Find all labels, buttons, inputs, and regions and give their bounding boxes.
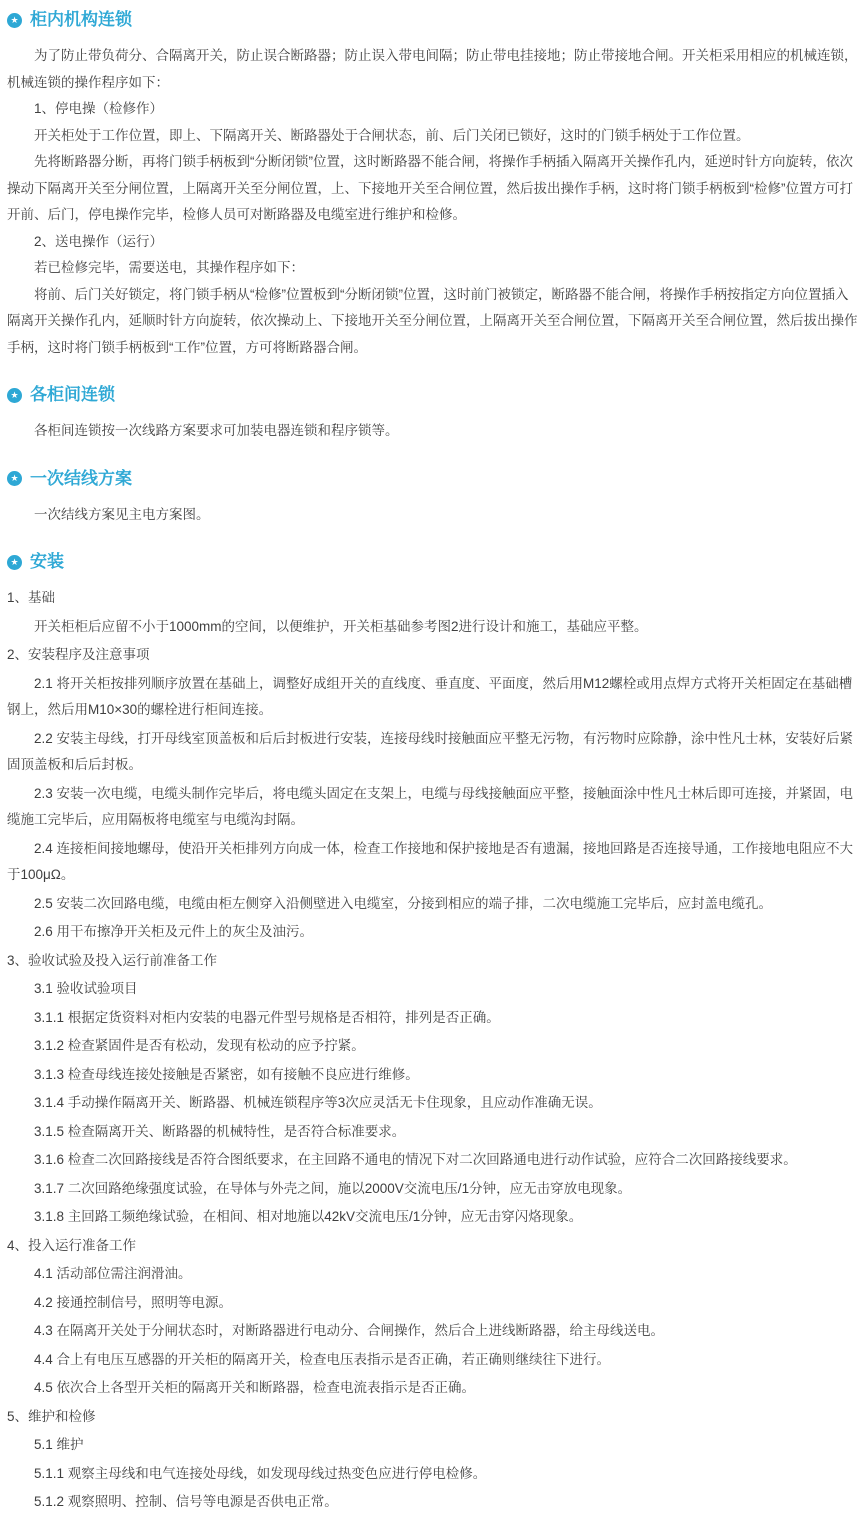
list-item: 3.1.6 检查二次回路接线是否符合图纸要求，在主回路不通电的情况下对二次回路通电进行动作试验，应符合二次回路接线要求。 <box>34 1152 797 1167</box>
list-item: 4.4 合上有电压互感器的开关柜的隔离开关，检查电压表指示是否正确，若正确则继续往下进行。 <box>34 1351 611 1367</box>
list-item: 4.5 依次合上各型开关柜的隔离开关和断路器，检查电流表指示是否正确。 <box>34 1380 476 1395</box>
list-item: 4.2 接通控制信号，照明等电源。 <box>34 1294 233 1310</box>
list-item: 3.1.3 检查母线连接处接触是否紧密，如有接触不良应进行维修。 <box>34 1066 419 1082</box>
list-item: 5.1.1 观察主母线和电气连接处母线，如发现母线过热变色应进行停电检修。 <box>34 1465 487 1481</box>
paragraph: 开关柜处于工作位置，即上、下隔离开关、断路器处于合闸状态，前、后门关闭已锁好，这时的门锁手柄处于工作位置。 <box>34 127 750 143</box>
section-title: 各柜间连锁 <box>30 385 115 404</box>
list-item: 2.1 将开关柜按排列顺序放置在基础上，调整好成组开关的直线度、垂直度、平面度，然后用M12螺栓或用点焊方式将开关柜固定在基础槽钢上，然后用M10×30的螺栓进行柜间连接。 <box>7 675 853 717</box>
paragraph: 若已检修完毕，需要送电，其操作程序如下： <box>34 260 304 275</box>
list-item: 5.1.2 观察照明、控制、信号等电源是否供电正常。 <box>34 1494 338 1509</box>
list-item: 3.1.5 检查隔离开关、断路器的机械特性，是否符合标准要求。 <box>34 1123 406 1139</box>
section-title: 安装 <box>30 552 64 571</box>
list-item: 3.1.1 根据定货资料对柜内安装的电器元件型号规格是否相符，排列是否正确。 <box>34 1009 500 1025</box>
section-title: 一次结线方案 <box>30 468 132 488</box>
list-item: 5.1 维护 <box>34 1437 84 1452</box>
paragraph: 各柜间连锁按一次线路方案要求可加装电器连锁和程序锁等。 <box>34 423 399 438</box>
list-item: 4.3 在隔离开关处于分闸状态时，对断路器进行电动分、合闸操作，然后合上进线断路器，给主母线送电。 <box>34 1323 665 1338</box>
paragraph: 将前、后门关好锁定，将门锁手柄从“检修”位置板到“分断闭锁”位置，这时前门被锁定，断路器不能合闸，将操作手柄按指定方向位置插入隔离开关操作孔内，延顺时针方向旋转，依次操动上、下接地开关至分闸位置，上隔离开关至合闸位置，下隔离开关至合闸位置，然后拔出操作手柄，这时将门锁手柄板到“工作”位置，方可将断路器合闸。 <box>7 286 858 355</box>
list-item: 2.2 安装主母线，打开母线室顶盖板和后后封板进行安装，连接母线时接触面应平整无污物，有污物时应除静，涂中性凡士林，安装好后紧固顶盖板和后后封板。 <box>7 730 854 772</box>
list-item: 3.1.7 二次回路绝缘强度试验，在导体与外壳之间，施以2000V交流电压/1分钟，应无击穿放电现象。 <box>34 1180 632 1196</box>
list-item: 开关柜柜后应留不小于1000mm的空间，以便维护，开关柜基础参考图2进行设计和施工，基础应平整。 <box>34 618 648 634</box>
paragraph: 1、停电操（检修作） <box>34 101 164 116</box>
section-body-cabinet-interlock <box>7 43 861 361</box>
section-heading-cabinet-interlock <box>7 10 861 30</box>
paragraph: 2、送电操作（运行） <box>34 233 164 249</box>
section-heading-installation <box>7 552 861 572</box>
list-item: 3.1.2 检查紧固件是否有松动，发现有松动的应予拧紧。 <box>34 1038 365 1053</box>
list-item: 4.1 活动部位需注润滑油。 <box>34 1266 192 1281</box>
list-item: 4、投入运行准备工作 <box>7 1237 137 1253</box>
paragraph: 为了防止带负荷分、合隔离开关，防止误合断路器；防止误入带电间隔；防止带电挂接地；防止带接地合闸。开关柜采用相应的机械连锁，机械连锁的操作程序如下： <box>7 48 858 90</box>
section-heading-primary-wiring-scheme <box>7 469 861 489</box>
paragraph: 先将断路器分断，再将门锁手柄板到“分断闭锁”位置，这时断路器不能合闸，将操作手柄插入隔离开关操作孔内，延逆时针方向旋转，依次操动下隔离开关至分闸位置，上隔离开关至分闸位置，上、下接地开关至合闸位置，然后拔出操作手柄，这时将门锁手柄板到“检修”位置方可打开前、后门，停电操作完毕，检修人员可对断路器及电缆室进行维护和检修。 <box>7 154 853 222</box>
section-body-installation <box>7 585 861 1516</box>
section-title: 柜内机构连锁 <box>30 10 132 29</box>
list-item: 3、验收试验及投入运行前准备工作 <box>7 952 218 968</box>
list-item: 2.4 连接柜间接地螺母，使沿开关柜排列方向成一体，检查工作接地和保护接地是否有遗漏，接地回路是否连接导通，工作接地电阻应不大于100μΩ。 <box>7 840 854 882</box>
star-bullet-icon: ★ <box>7 13 22 28</box>
list-item: 3.1.4 手动操作隔离开关、断路器、机械连锁程序等3次应灵活无卡住现象，且应动作准确无误。 <box>34 1095 602 1110</box>
list-item: 3.1.8 主回路工频绝缘试验，在相间、相对地施以42kV交流电压/1分钟，应无击穿闪烙现象。 <box>34 1209 583 1224</box>
list-item: 2.6 用干布擦净开关柜及元件上的灰尘及油污。 <box>34 924 314 939</box>
list-item: 1、基础 <box>7 590 56 605</box>
star-bullet-icon: ★ <box>7 471 22 486</box>
star-bullet-icon: ★ <box>7 555 22 570</box>
star-bullet-icon: ★ <box>7 388 22 403</box>
section-body-inter-cabinet-interlock <box>7 418 861 445</box>
paragraph: 一次结线方案见主电方案图。 <box>34 506 210 522</box>
section-body-primary-wiring-scheme <box>7 502 861 529</box>
list-item: 2、安装程序及注意事项 <box>7 647 150 662</box>
list-item: 3.1 验收试验项目 <box>34 981 138 996</box>
list-item: 2.3 安装一次电缆，电缆头制作完毕后，将电缆头固定在支架上，电缆与母线接触面应平整，接触面涂中性凡士林后即可连接，并紧固，电缆施工完毕后，应用隔板将电缆室与电缆沟封隔。 <box>7 785 854 827</box>
section-heading-inter-cabinet-interlock <box>7 385 861 405</box>
list-item: 2.5 安装二次回路电缆，电缆由柜左侧穿入沿侧壁进入电缆室，分接到相应的端子排，二次电缆施工完毕后，应封盖电缆孔。 <box>34 895 773 911</box>
list-item: 5、维护和检修 <box>7 1408 96 1424</box>
